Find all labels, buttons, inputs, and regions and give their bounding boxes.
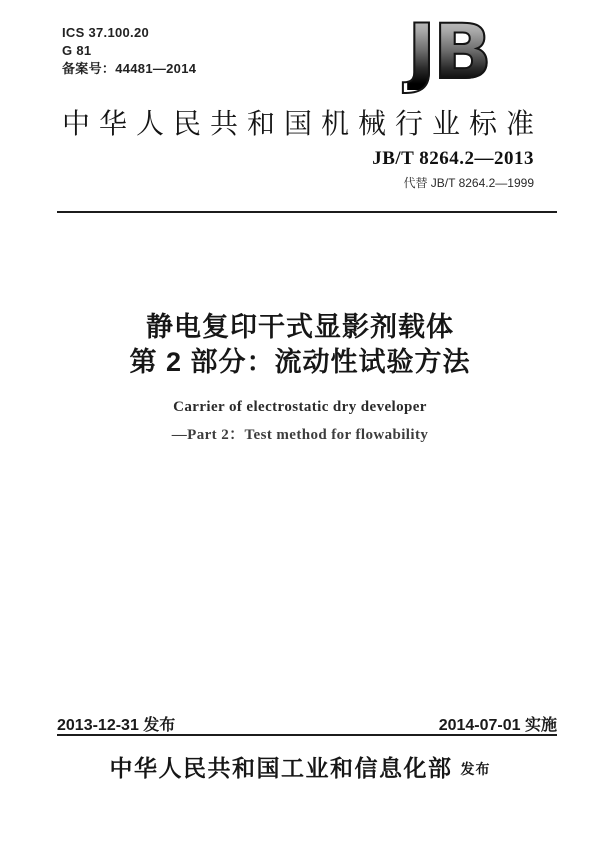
top-divider-rule [57,211,557,213]
publisher-name: 中华人民共和国工业和信息化部 [109,755,453,781]
publisher-action-label: 发布 [460,761,491,777]
jb-logo: JB [407,7,490,96]
implement-date: 2014-07-01 实施 [438,717,557,734]
standard-number-block [372,148,534,191]
issue-date: 2013-12-31 发布 [57,717,176,734]
publisher-row [0,750,600,783]
title-en-line2: —Part 2：Test method for flowability [171,427,429,443]
meta-block [62,24,196,78]
dates-row [57,712,557,735]
title-cn-line2: 第 2 部分：流动性试验方法 [129,347,471,377]
ics-code: ICS 37.100.20 [62,25,150,40]
standard-number: JB/T 8264.2—2013 [372,148,534,169]
record-number: 备案号：44481—2014 [62,61,197,76]
bottom-divider-rule [57,734,557,736]
replaced-standard: 代替 JB/T 8264.2—1999 [403,176,534,190]
title-cn-line1: 静电复印干式显影剂载体 [146,312,454,342]
category-code: G 81 [62,43,92,58]
standard-header-title: 中华人民共和国机械行业标准 [62,108,544,139]
title-en-line1: Carrier of electrostatic dry developer [173,399,427,415]
